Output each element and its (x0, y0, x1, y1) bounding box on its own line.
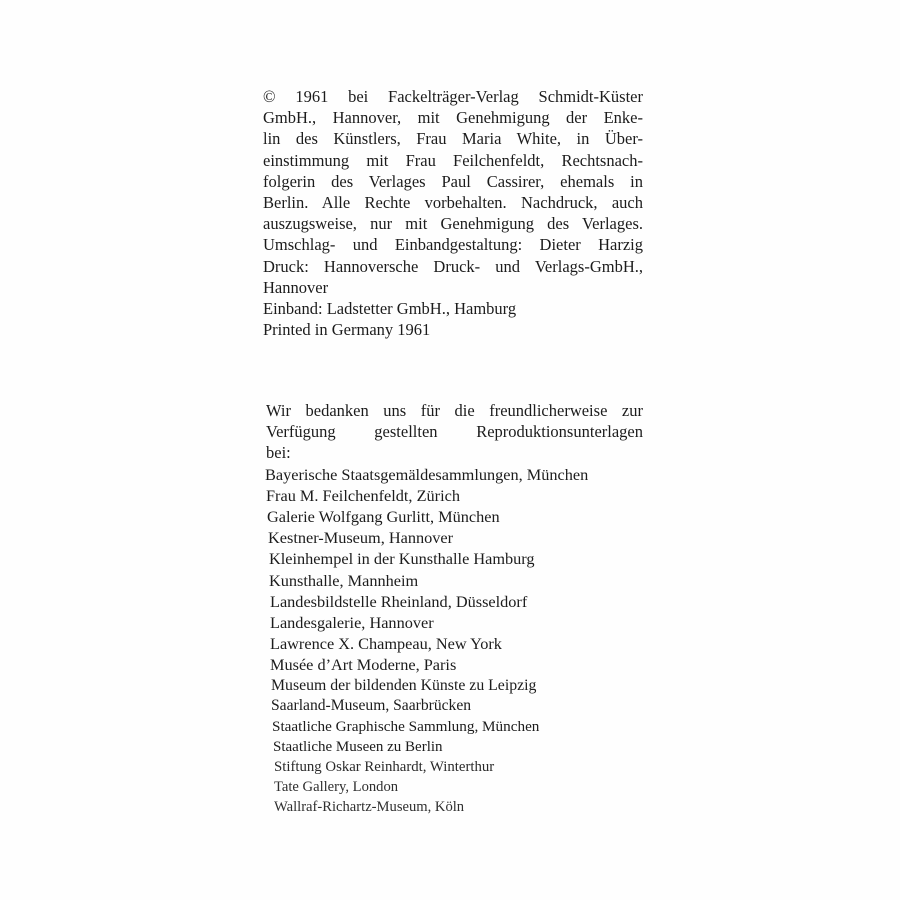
lender-item: Galerie Wolfgang Gurlitt, München (267, 507, 500, 527)
copyright-notice (263, 86, 643, 340)
lender-item: Bayerische Staatsgemäldesammlungen, München (265, 464, 589, 484)
copyright-line: Berlin. Alle Rechte vorbehalten. Nachdruck, auch (263, 193, 643, 213)
acknowledgement-intro-line: bei: (266, 443, 291, 463)
acknowledgement-intro-line: Wir bedanken uns für die freundlicherweise zur (266, 401, 643, 420)
copyright-line: einstimmung mit Frau Feilchenfeldt, Rechtsnach- (263, 150, 643, 170)
lender-item: Landesgalerie, Hannover (270, 613, 434, 633)
copyright-line: Einband: Ladstetter GmbH., Hamburg (263, 299, 517, 319)
lender-item: Museum der bildenden Künste zu Leipzig (271, 676, 537, 694)
copyright-line: Umschlag- und Einbandgestaltung: Dieter Harzig (263, 235, 643, 255)
lender-item: Staatliche Graphische Sammlung, München (272, 717, 540, 735)
lender-list (263, 464, 643, 818)
lender-item: Wallraf-Richartz-Museum, Köln (274, 799, 465, 816)
lender-item: Tate Gallery, London (274, 779, 399, 796)
copyright-line: GmbH., Hannover, mit Genehmigung der Enke- (263, 108, 643, 128)
acknowledgement-section (263, 400, 643, 817)
lender-item: Stiftung Oskar Reinhardt, Winterthur (274, 759, 495, 776)
copyright-line: auszugsweise, nur mit Genehmigung des Verlages. (263, 214, 643, 234)
copyright-line: Printed in Germany 1961 (263, 320, 431, 340)
lender-item: Kleinhempel in der Kunsthalle Hamburg (269, 549, 535, 569)
acknowledgement-intro-line: Verfügung gestellten Reproduktionsunterlagen (266, 422, 643, 442)
copyright-line: lin des Künstlers, Frau Maria White, in Über- (263, 129, 643, 149)
copyright-line: Hannover (263, 277, 329, 297)
lender-item: Staatliche Museen zu Berlin (273, 739, 443, 756)
lender-item: Frau M. Feilchenfeldt, Zürich (266, 485, 460, 505)
lender-item: Saarland-Museum, Saarbrücken (271, 697, 472, 715)
copyright-line: © 1961 bei Fackelträger-Verlag Schmidt-Küster (263, 87, 643, 106)
lender-item: Kunsthalle, Mannheim (269, 570, 419, 590)
lender-item: Musée d’Art Moderne, Paris (270, 655, 457, 675)
lender-item: Kestner-Museum, Hannover (268, 528, 454, 548)
lender-item: Landesbildstelle Rheinland, Düsseldorf (270, 591, 528, 611)
lender-item: Lawrence X. Champeau, New York (270, 634, 502, 654)
copyright-line: Druck: Hannoversche Druck- und Verlags-GmbH., (263, 256, 643, 276)
copyright-line: folgerin des Verlages Paul Cassirer, ehemals in (263, 171, 643, 191)
